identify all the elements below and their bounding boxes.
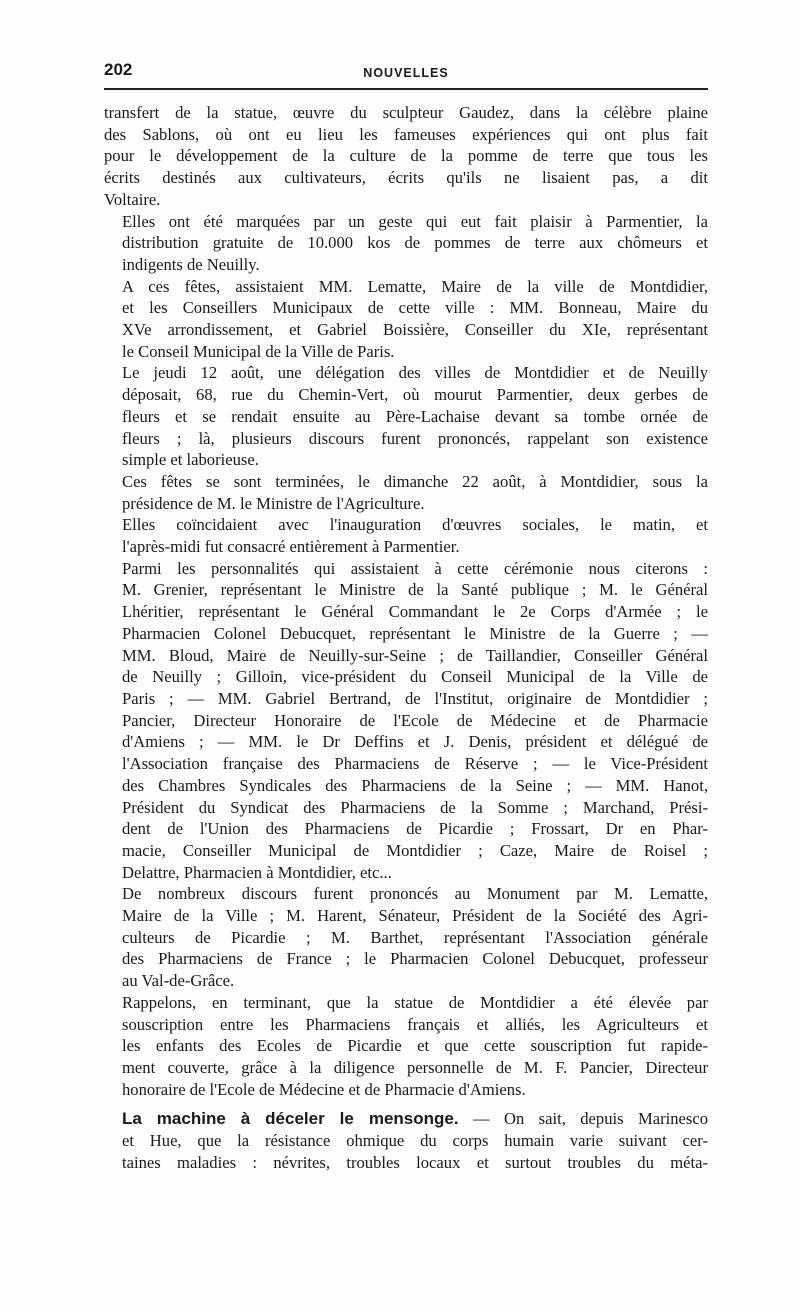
text-line: transfert de la statue, œuvre du sculpteur Gaudez, dans la célèbre plaine [104,103,708,122]
paragraph [104,276,708,363]
text-line: le Conseil Municipal de la Ville de Paris. [122,341,395,361]
text-line: simple et laborieuse. [122,450,259,470]
text-line: souscription entre les Pharmaciens français et alliés, les Agriculteurs et [122,1014,708,1034]
text-line: et Hue, que la résistance ohmique du corps humain varie suivant cer- [122,1131,708,1151]
text-line: des Pharmaciens de France ; le Pharmacien Colonel Debucquet, professeur [122,949,708,969]
text-line: dent de l'Union des Pharmaciens de Picardie ; Frossart, Dr en Phar- [122,819,708,839]
text-line: Maire de la Ville ; M. Harent, Sénateur, Président de la Société des Agri- [122,906,708,926]
text-line: écrits destinés aux cultivateurs, écrits qu'ils ne lisaient pas, a dit [104,168,708,188]
text-line: indigents de Neuilly. [122,254,260,274]
text-line: Parmi les personnalités qui assistaient à cette cérémonie nous citerons : [122,558,708,578]
text-line: M. Grenier, représentant le Ministre de la Santé publique ; M. le Général [122,580,708,600]
paragraph [104,102,708,211]
text-line: Pancier, Directeur Honoraire de l'Ecole de Médecine et de Pharmacie [122,710,708,730]
text-line: Elles ont été marquées par un geste qui eut fait plaisir à Parmentier, la [122,211,708,231]
news-item-title: La machine à déceler le mensonge. [122,1109,459,1129]
text-line: pour le développement de la culture de la pomme de terre que tous les [104,146,708,166]
paragraph [104,211,708,276]
text-line: d'Amiens ; — MM. le Dr Deffins et J. Denis, président et délégué de [122,732,708,752]
text-line: Paris ; — MM. Gabriel Bertrand, de l'Institut, originaire de Montdidier ; [122,688,708,708]
text-line: des Sablons, où ont eu lieu les fameuses expériences qui ont plus fait [104,124,708,144]
news-item [104,1108,708,1173]
text-line: Rappelons, en terminant, que la statue de Montdidier a été élevée par [122,992,708,1012]
text-line: Ces fêtes se sont terminées, le dimanche 22 août, à Montdidier, sous la [122,471,708,491]
text-line: XVe arrondissement, et Gabriel Boissière, Conseiller du XIe, représentant [122,320,708,340]
paragraph [104,992,708,1101]
text-line: culteurs de Picardie ; M. Barthet, représentant l'Association générale [122,927,708,947]
text-line: de Neuilly ; Gilloin, vice-président du Conseil Municipal de la Ville de [122,667,708,687]
paragraph [104,471,708,514]
news-item-lead: — On sait, depuis Marinesco [472,1109,708,1129]
text-line: taines maladies : névrites, troubles locaux et surtout troubles du méta- [122,1152,708,1172]
page-header [104,58,708,90]
text-line: l'après-midi fut consacré entièrement à Parmentier. [122,537,460,557]
text-line: honoraire de l'Ecole de Médecine et de Pharmacie d'Amiens. [122,1079,526,1099]
text-line: Le jeudi 12 août, une délégation des villes de Montdidier et de Neuilly [122,363,708,383]
text-line: Delattre, Pharmacien à Montdidier, etc... [122,862,392,882]
text-line: au Val-de-Grâce. [122,971,235,991]
text-line: des Chambres Syndicales des Pharmaciens de la Seine ; — MM. Hanot, [122,775,708,795]
running-title: NOUVELLES [363,66,449,80]
text-line [104,1108,708,1130]
text-line: Lhéritier, représentant le Général Commandant le 2e Corps d'Armée ; le [122,602,708,622]
text-line: Elles coïncidaient avec l'inauguration d'œuvres sociales, le matin, et [122,515,708,535]
page [104,58,708,1173]
paragraph [104,883,708,992]
text-line: Président du Syndicat des Pharmaciens de la Somme ; Marchand, Prési- [122,797,708,817]
text-line: MM. Bloud, Maire de Neuilly-sur-Seine ; de Taillandier, Conseiller Général [122,645,708,665]
text-line: déposait, 68, rue du Chemin-Vert, où mourut Parmentier, deux gerbes de [122,385,708,405]
text-line: et les Conseillers Municipaux de cette ville : MM. Bonneau, Maire du [122,298,708,318]
page-number: 202 [104,60,133,79]
text-line: l'Association française des Pharmaciens de Réserve ; — le Vice-Président [122,754,708,774]
paragraph [104,362,708,471]
text-line: distribution gratuite de 10.000 kos de pommes de terre aux chômeurs et [122,233,708,253]
text-line: Pharmacien Colonel Debucquet, représentant le Ministre de la Guerre ; — [122,623,708,643]
article-body [104,102,708,1173]
text-line: fleurs ; là, plusieurs discours furent prononcés, rappelant son existence [122,428,708,448]
text-line: fleurs et se rendait ensuite au Père-Lachaise devant sa tombe ornée de [122,406,708,426]
text-line: présidence de M. le Ministre de l'Agriculture. [122,493,425,513]
text-line: A ces fêtes, assistaient MM. Lematte, Maire de la ville de Montdidier, [122,276,708,296]
text-line: les enfants des Ecoles de Picardie et que cette souscription fut rapide- [122,1036,708,1056]
text-line: ment couverte, grâce à la diligence personnelle de M. F. Pancier, Directeur [122,1057,708,1077]
text-line: Voltaire. [104,189,161,209]
paragraph [104,558,708,884]
text-line: macie, Conseiller Municipal de Montdidier ; Caze, Maire de Roisel ; [122,840,708,860]
text-line: De nombreux discours furent prononcés au Monument par M. Lematte, [122,884,708,904]
paragraph [104,514,708,557]
